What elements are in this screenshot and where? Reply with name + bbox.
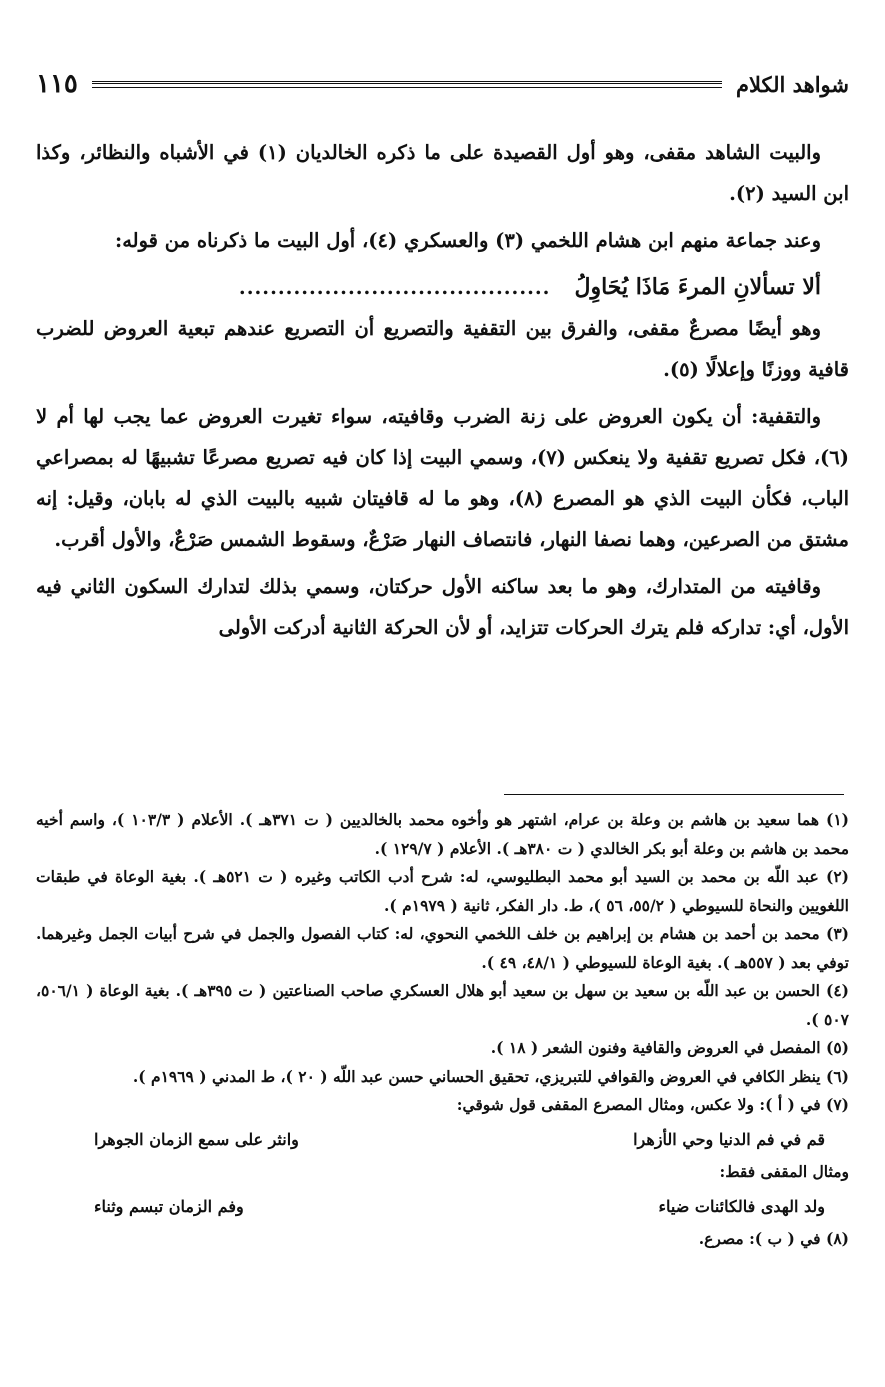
poem-1-second-half: وانثر على سمع الزمان الجوهرا xyxy=(94,1129,299,1149)
page-number: ١١٥ xyxy=(36,69,78,99)
paragraph-3: وهو أيضًا مصرعٌ مقفى، والفرق بين التقفية والتصريع أن التصريع عندهم تبعية العروض للضرب قافية ووزنًا وإعلالًا (٥). xyxy=(36,317,849,381)
paragraph-5: وقافيته من المتدارك، وهو ما بعد ساكنه الأول حركتان، وسمي بذلك لتدارك السكون الثاني فيه الأول، أي: تداركه فلم يترك الحركات تتزايد، أو لأن الحركة الثانية أدركت الأولى xyxy=(36,575,849,639)
running-header xyxy=(36,62,849,106)
example-label: ومثال المقفى فقط: xyxy=(719,1162,849,1181)
running-title: شواهد الكلام xyxy=(735,71,849,97)
footnote-8: (٨) في ( ب ): مصرع. xyxy=(698,1229,849,1248)
paragraph-4-text: أن يكون العروض على زنة الضرب وقافيته، سواء تغيرت العروض عما يجب لها أم لا (٦)، فكل تصريع تقفية ولا ينعكس (٧)، وسمي البيت إذا كان فيه تصريع مصرعًا تشبيهًا له بمصراعي الباب، فكأن البيت الذي هو المصرع (٨)، وهو ما له قافيتان شبيه بالبيت الذي له بابان، وقيل: إنه مشتق من الصرعين، وهما نصفا النهار، فانتصاف النهار صَرْعٌ، وسقوط الشمس صَرْعٌ، والأول أقرب. xyxy=(36,405,849,551)
poem-verse-2 xyxy=(36,1193,849,1222)
paragraph-4 xyxy=(36,396,849,560)
footnote-5: (٥) المفصل في العروض والقافية وفنون الشعر ( ١٨ ). xyxy=(490,1038,849,1057)
poem-2-first-half: ولد الهدى فالكائنات ضياء xyxy=(658,1196,825,1216)
footnote-2: (٢) عبد اللّه بن محمد بن السيد أبو محمد البطليوسي، له: شرح أدب الكاتب وغيره ( ت ٥٢١هـ ). بغية الوعاة في طبقات اللغويين والنحاة للسيوطي ( ٥٥/٢، ٥٦ )، ط. دار الفكر، ثانية ( ١٩٧٩م ). xyxy=(36,867,849,915)
paragraph-1: والبيت الشاهد مقفى، وهو أول القصيدة على ما ذكره الخالديان (١) في الأشباه والنظائر، وكذا ابن السيد (٢). xyxy=(36,141,849,205)
footnote-4: (٤) الحسن بن عبد اللّه بن سعيد بن سهل بن سعيد أبو هلال العسكري صاحب الصناعتين ( ت ٣٩٥هـ ). بغية الوعاة ( ٥٠٦/١، ٥٠٧ ). xyxy=(36,981,850,1029)
verse-hemistich: ألا تسألانِ المرءَ مَاذَا يُحَاوِلُ xyxy=(574,274,821,300)
footnote-separator xyxy=(504,794,844,795)
poem-1-first-half: قم في فم الدنيا وحي الأزهرا xyxy=(633,1129,825,1149)
poem-2-second-half: وفم الزمان تبسم وثناء xyxy=(94,1196,244,1216)
term-taqfiya: والتقفية: xyxy=(751,405,821,428)
paragraph-2: وعند جماعة منهم ابن هشام اللخمي (٣) والعسكري (٤)، أول البيت ما ذكرناه من قوله: xyxy=(115,229,821,252)
main-text xyxy=(36,132,849,654)
verse-ellipsis: ........................................ xyxy=(238,276,551,299)
verse-line xyxy=(36,267,849,308)
header-rule xyxy=(92,81,722,88)
footnote-1: (١) هما سعيد بن هاشم بن وعلة بن عرام، اشتهر هو وأخوه محمد بالخالديين ( ت ٣٧١هـ ). الأعلام ( ١٠٣/٣ )، واسم أخيه محمد بن هاشم بن وعلة أبو بكر الخالدي ( ت ٣٨٠هـ ). الأعلام ( ١٢٩/٧ ). xyxy=(36,810,850,858)
footnote-3: (٣) محمد بن أحمد بن هشام بن إبراهيم بن خلف اللخمي النحوي، له: كتاب الفصول والجمل في شرح أبيات الجمل وغيرهما. توفي بعد ( ٥٥٧هـ ). بغية الوعاة للسيوطي ( ٤٨/١، ٤٩ ). xyxy=(36,924,849,972)
poem-verse-1 xyxy=(36,1126,849,1155)
footnote-6: (٦) ينظر الكافي في العروض والقوافي للتبريزي، تحقيق الحساني حسن عبد اللّه ( ٢٠ )، ط المدني ( ١٩٦٩م ). xyxy=(132,1066,849,1086)
footnote-7: (٧) في ( أ ): ولا عكس، ومثال المصرع المقفى قول شوقي: xyxy=(456,1095,849,1114)
footnotes xyxy=(36,806,849,1254)
